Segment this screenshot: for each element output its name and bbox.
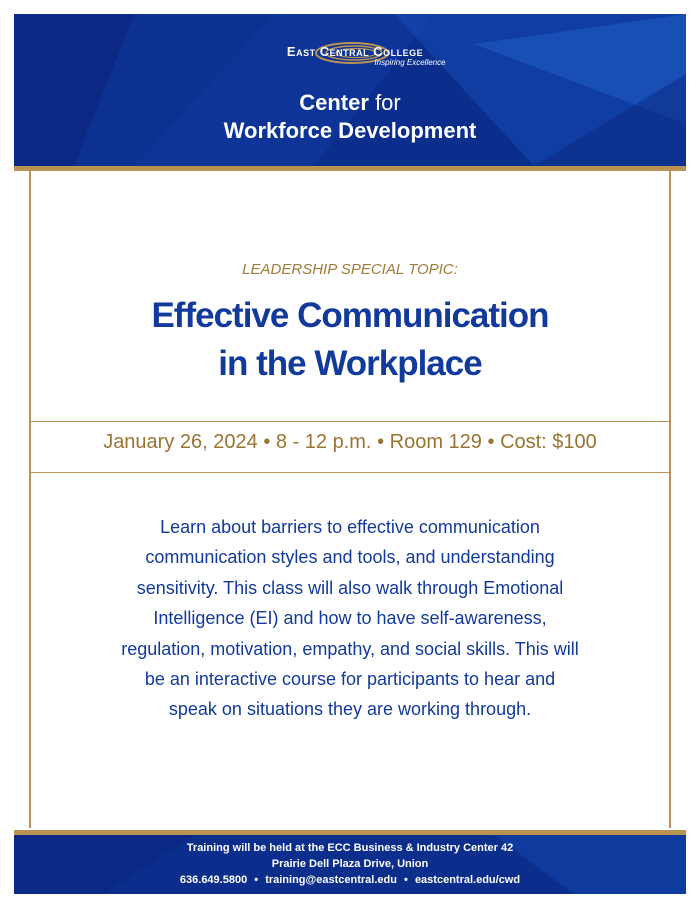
center-for: for [375, 90, 401, 115]
center-line2: Workforce Development [223, 118, 477, 143]
footer-phone: 636.649.5800 [179, 874, 248, 886]
event-title [0, 292, 700, 388]
college-tagline: Inspiring Excellence [374, 58, 446, 67]
separator: • [254, 874, 259, 886]
center-title [14, 89, 686, 145]
event-details [0, 431, 700, 454]
separator: • [404, 874, 408, 886]
details-bottom-rule [29, 472, 671, 473]
header-banner [14, 14, 686, 166]
footer-contact [14, 872, 686, 888]
event-title-line2: in the Workplace [218, 344, 482, 383]
separator: • [263, 431, 271, 453]
footer-text [14, 840, 686, 888]
footer-email[interactable]: training@eastcentral.edu [265, 874, 397, 886]
center-word: Center [299, 90, 369, 115]
event-description: Learn about barriers to effective communication communication styles and tools, and understanding sensitivity. This class will also walk through Emotional Intelligence (EI) and how to have self-awareness, regulation, motivation, empathy, and social skills. This will be an interactive course for participants to hear and speak on situations they are working through. [121, 517, 579, 720]
college-logo [14, 44, 686, 67]
event-time: 8 - 12 p.m. [275, 431, 372, 453]
college-name: East Central College [286, 44, 424, 59]
event-cost: Cost: $100 [500, 431, 597, 453]
details-top-rule [29, 421, 671, 422]
footer-location-line2: Prairie Dell Plaza Drive, Union [271, 858, 429, 870]
separator: • [487, 431, 495, 453]
event-title-line1: Effective Communication [151, 296, 549, 335]
event-category: LEADERSHIP SPECIAL TOPIC: [242, 261, 458, 278]
event-date: January 26, 2024 [103, 431, 258, 453]
footer-banner [14, 835, 686, 894]
event-room: Room 129 [389, 431, 482, 453]
footer-website[interactable]: eastcentral.edu/cwd [414, 874, 521, 886]
footer-location-line1: Training will be held at the ECC Business & Industry Center 42 [186, 842, 514, 854]
separator: • [377, 431, 385, 453]
